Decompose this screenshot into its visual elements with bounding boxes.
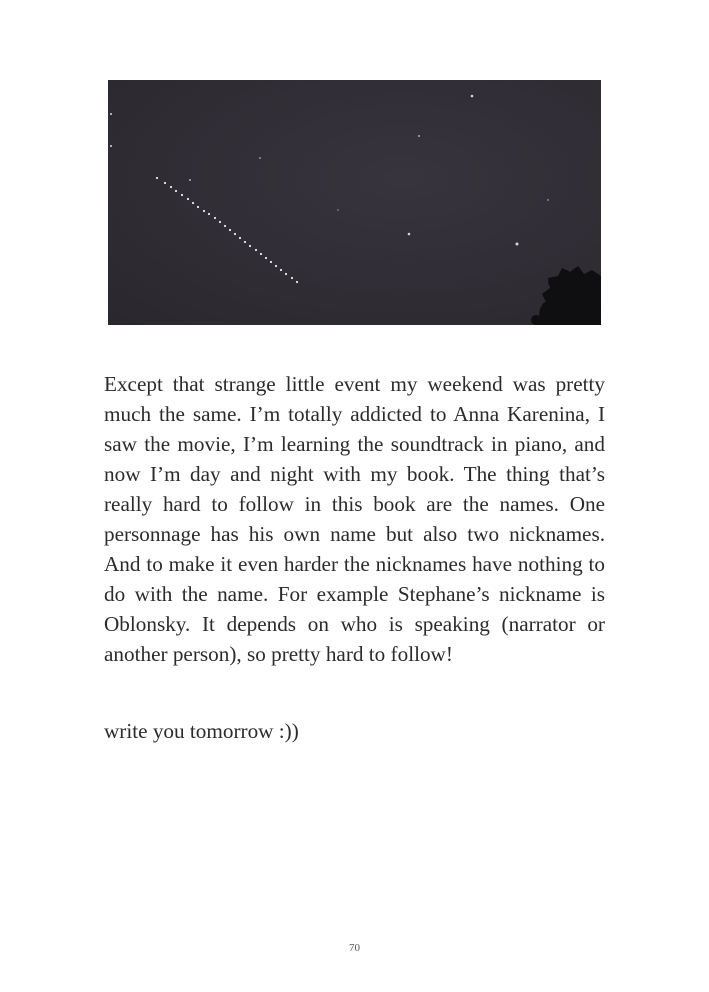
page-number: 70 [349, 942, 360, 954]
night-sky-photo [108, 80, 601, 325]
body-paragraph: Except that strange little event my weekend was pretty much the same. I’m totally addicted to Anna Karenina, I saw the movie, I’m learning the soundtrack in piano, and now I’m day and night with my book. The thing that’s really hard to follow in this book are the names. One personnage has his own name but also two nicknames. And to make it even harder the nicknames have nothing to do with the name. For example Stephane’s nickname is Oblonsky. It depends on who is speaking (narrator or another person), so pretty hard to follow! [104, 372, 605, 666]
signoff-line: write you tomorrow :)) [104, 719, 299, 743]
sky-background [108, 80, 601, 325]
night-sky-image [108, 80, 601, 325]
